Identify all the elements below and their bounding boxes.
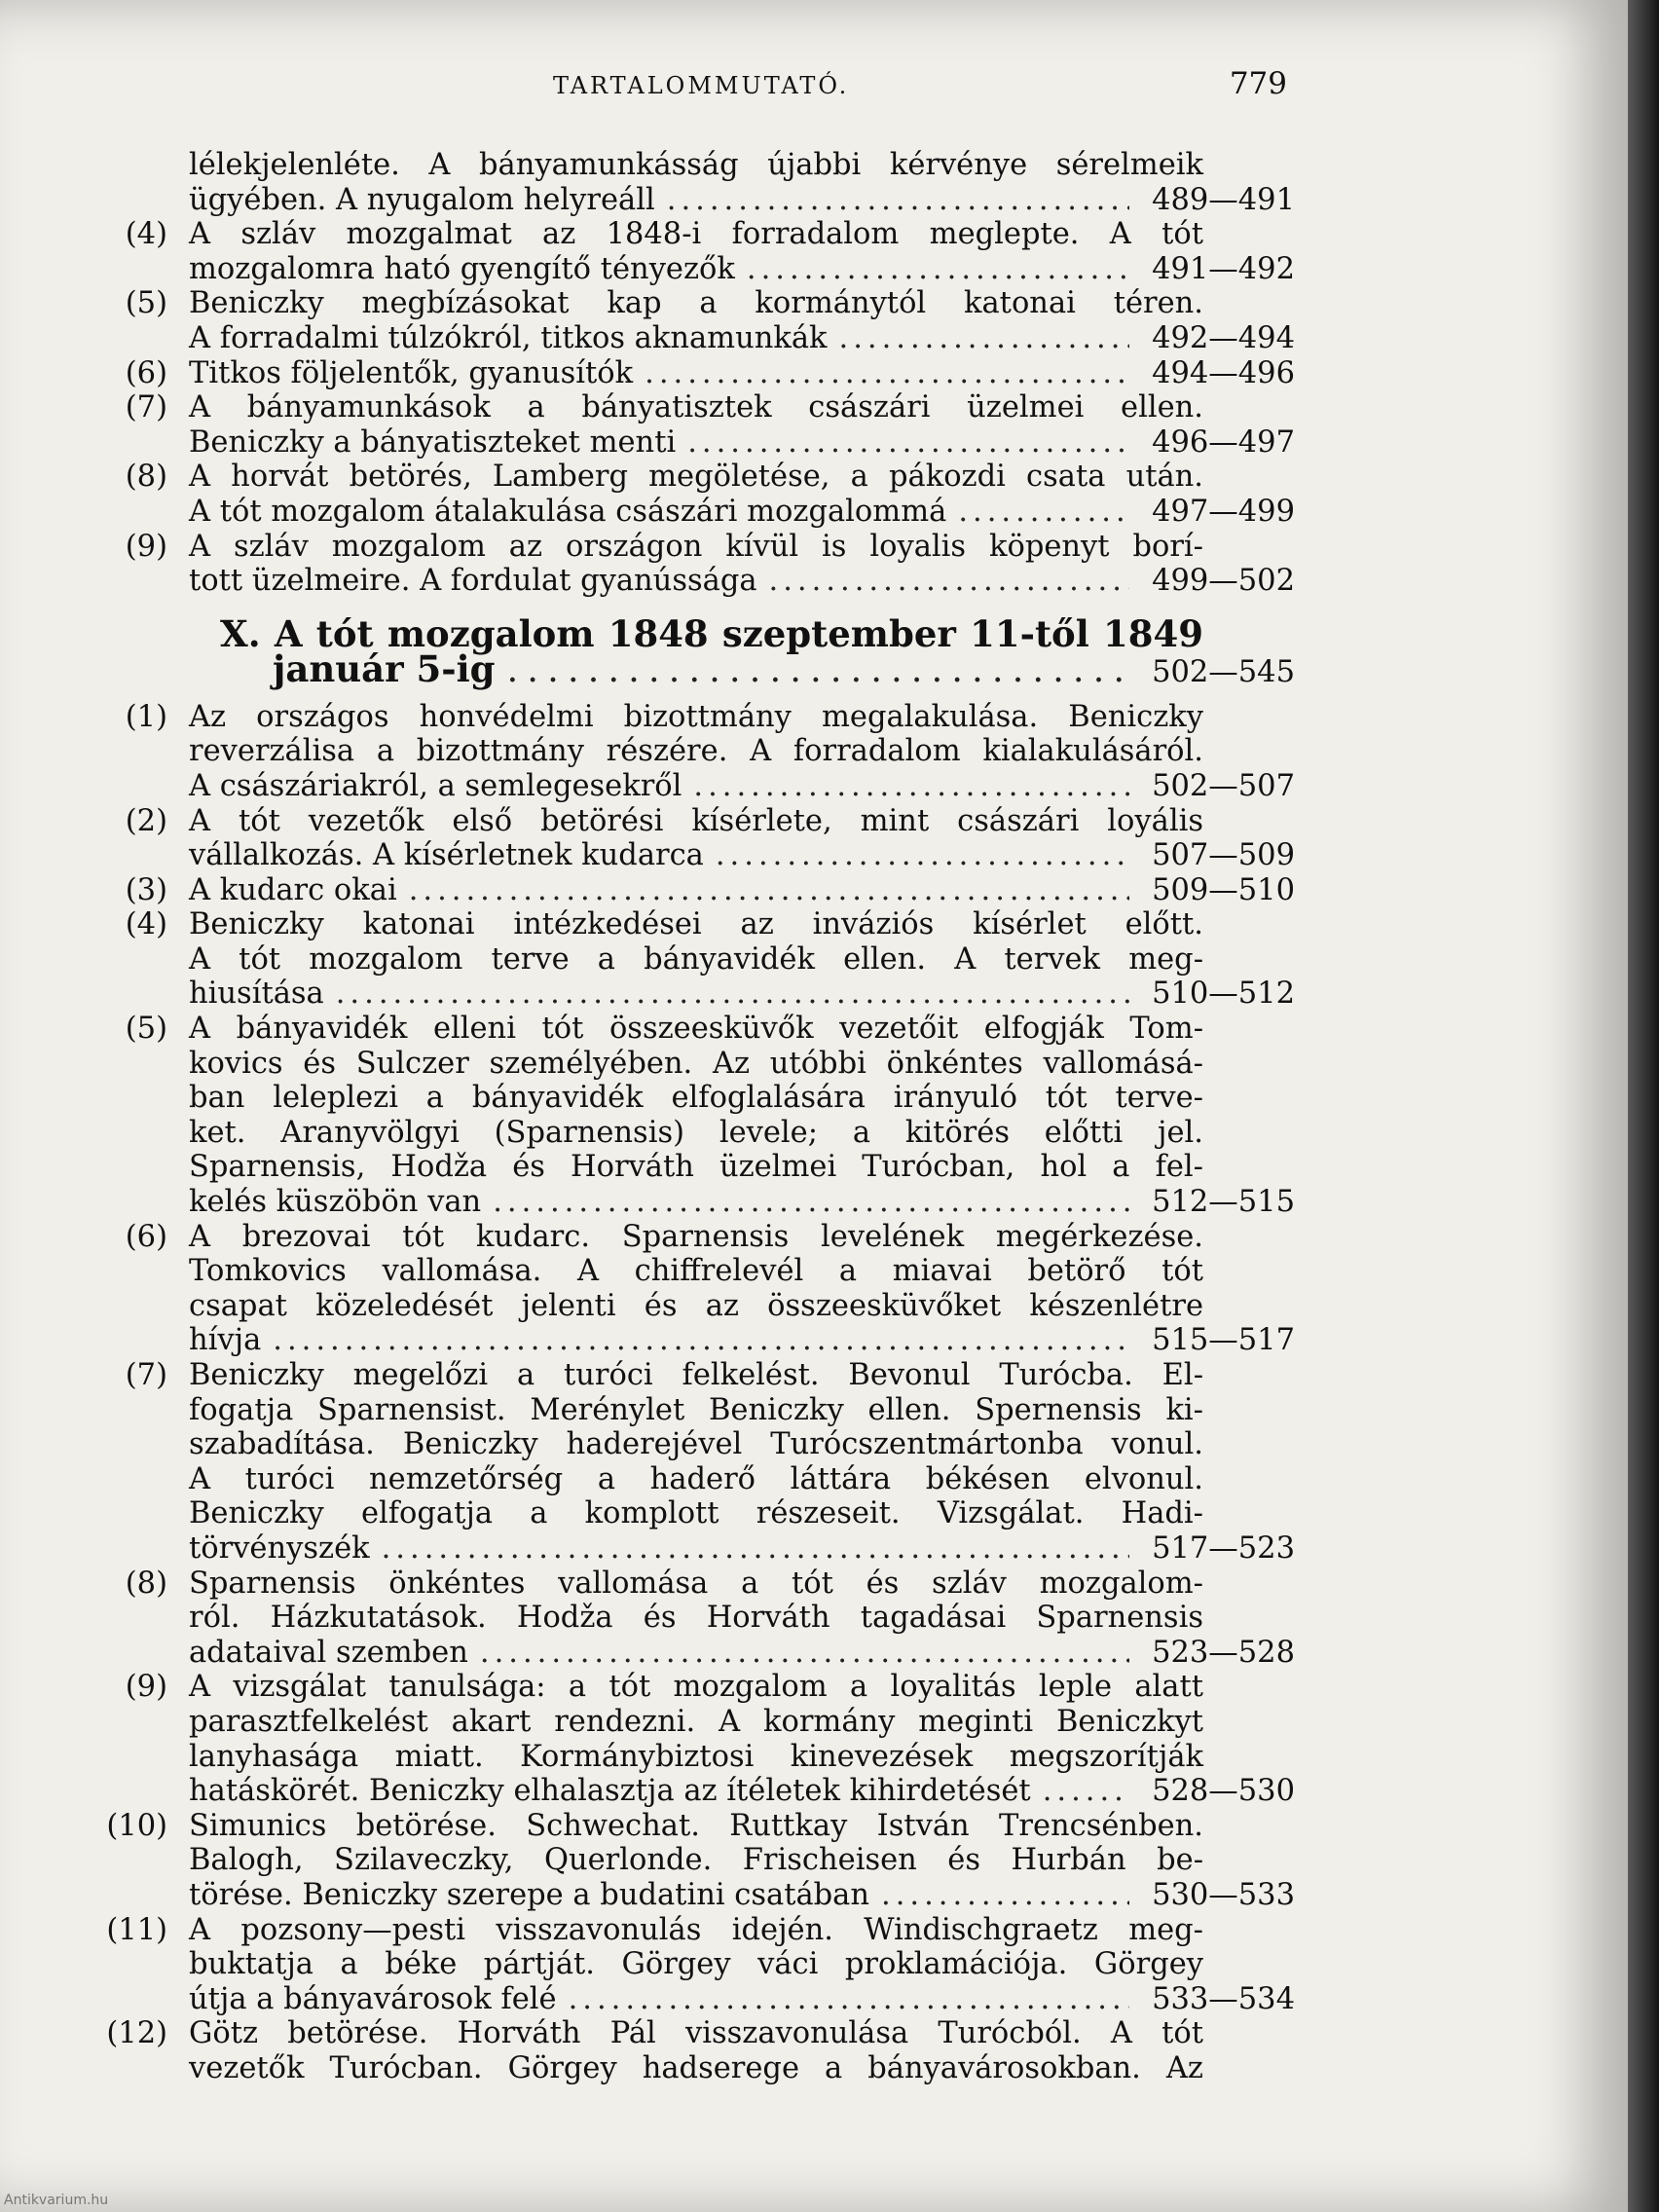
entry-number: (10) (106, 1808, 167, 1843)
toc-line-text: törése. Beniczky szerepe a budatini csatában (189, 1877, 869, 1912)
toc-line (105, 1289, 1295, 1324)
table-of-contents (105, 148, 1295, 2085)
toc-line (105, 838, 1295, 873)
toc-line-text: Beniczky megbízásokat kap a kormánytól katonai téren. (189, 286, 1203, 321)
dot-leader (409, 873, 1129, 908)
toc-line-text: A pozsony—pesti visszavonulás idején. Windischgraetz meg- (189, 1912, 1203, 1947)
toc-line-text: törvényszék (189, 1530, 370, 1566)
toc-entry (105, 700, 1295, 804)
toc-line-text: A bányamunkások a bányatisztek császári üzelmei ellen. (189, 390, 1203, 425)
page-range: 496—497 (1152, 424, 1295, 460)
page-range: 523—528 (1152, 1635, 1295, 1670)
page-range: 515—517 (1152, 1323, 1295, 1358)
toc-entry (105, 390, 1295, 460)
toc-line-text: A szláv mozgalom az országon kívül is loyalis köpenyt borí- (189, 529, 1203, 564)
entry-number: (1) (125, 699, 167, 734)
toc-line-text: hatáskörét. Beniczky elhalasztja az ítéletek kihirdetését (189, 1774, 1031, 1809)
dot-leader (480, 1636, 1129, 1671)
chapter-page-range: 502—545 (1152, 654, 1295, 689)
toc-line (105, 1809, 1295, 1844)
toc-entry (105, 1913, 1295, 2017)
toc-line (105, 1012, 1295, 1047)
toc-entries-before (105, 217, 1295, 599)
dot-leader (382, 1531, 1129, 1567)
toc-line (105, 183, 1295, 218)
toc-line-text: buktatja a béke pártját. Görgey váci proklamációja. Görgey (189, 1947, 1203, 1982)
entry-number: (6) (125, 1219, 167, 1254)
page-range: 509—510 (1152, 872, 1295, 907)
dot-leader (569, 1982, 1129, 2017)
toc-line-text: mozgalomra ható gyengítő tényezők (189, 251, 735, 286)
toc-line (105, 1740, 1295, 1775)
entry-number: (4) (125, 907, 167, 942)
toc-line-text: A kudarc okai (189, 872, 397, 907)
toc-line (105, 2051, 1295, 2086)
toc-line-text: vezetők Turócban. Görgey hadserege a bányavárosokban. Az (189, 2050, 1203, 2085)
toc-entry (105, 873, 1295, 908)
toc-line (105, 1150, 1295, 1185)
page-range: 533—534 (1152, 1981, 1295, 2016)
entry-number: (9) (125, 1670, 167, 1705)
toc-line (105, 1982, 1295, 2017)
toc-line (105, 148, 1295, 183)
toc-line-text: ról. Házkutatások. Hodža és Horváth tagadásai Sparnensis (189, 1601, 1203, 1636)
toc-line (105, 460, 1295, 495)
toc-line (105, 1323, 1295, 1358)
page-range: 510—512 (1152, 977, 1295, 1012)
toc-line (105, 1670, 1295, 1705)
toc-line-text: A tót mozgalom terve a bányavidék ellen. A tervek meg- (189, 941, 1203, 977)
toc-entry (105, 804, 1295, 873)
toc-line-text: A szláv mozgalmat az 1848-i forradalom meglepte. A tót (189, 217, 1203, 252)
toc-line-text: A vizsgálat tanulsága: a tót mozgalom a loyalitás leple alatt (189, 1670, 1203, 1705)
toc-line (105, 1358, 1295, 1393)
toc-line (105, 1878, 1295, 1913)
toc-line-text: reverzálisa a bizottmány részére. A forradalom kialakulásáról. (189, 734, 1203, 769)
toc-line (105, 390, 1295, 425)
toc-line-text: ügyében. A nyugalom helyreáll (189, 182, 655, 217)
page-range: 502—507 (1152, 768, 1295, 803)
toc-line (105, 942, 1295, 977)
chapter-title-line (105, 646, 1295, 690)
entry-number: (11) (106, 1912, 167, 1947)
page-range: 512—515 (1152, 1185, 1295, 1220)
toc-line-text: Titkos följelentők, gyanusítók (189, 355, 634, 390)
toc-line (105, 1462, 1295, 1497)
toc-line (105, 1531, 1295, 1567)
page-range: 499—502 (1152, 564, 1295, 599)
entry-number: (3) (125, 872, 167, 907)
dot-leader (645, 356, 1129, 391)
entry-number: (6) (125, 355, 167, 390)
toc-line-text: parasztfelkelést akart rendezni. A kormány meginti Beniczkyt (189, 1704, 1203, 1739)
toc-entry (105, 2016, 1295, 2085)
toc-line-text: csapat közeledését jelenti és az összeesküvőket készenlétre (189, 1288, 1203, 1323)
toc-line (105, 1947, 1295, 1982)
chapter-title-text (220, 611, 1203, 655)
dot-leader (881, 1878, 1129, 1913)
toc-entry (105, 460, 1295, 529)
toc-line (105, 1081, 1295, 1116)
watermark: Antikvarium.hu (4, 2193, 109, 2208)
toc-line (105, 769, 1295, 804)
toc-line (105, 1567, 1295, 1602)
toc-line-text: Balogh, Szilaveczky, Querlonde. Frischeisen és Hurbán be- (189, 1843, 1203, 1878)
toc-line (105, 321, 1295, 356)
toc-line (105, 495, 1295, 530)
entry-number: (4) (125, 217, 167, 252)
dot-leader (769, 564, 1129, 599)
toc-line (105, 1636, 1295, 1671)
toc-line (105, 700, 1295, 735)
dot-leader (693, 769, 1129, 804)
entry-number: (7) (125, 390, 167, 425)
dot-leader (493, 1185, 1129, 1220)
toc-line-text: lélekjelenléte. A bányamunkásság újabbi kérvénye sérelmeik (189, 148, 1203, 182)
toc-line (105, 1047, 1295, 1082)
toc-entry (105, 1358, 1295, 1567)
toc-line (105, 734, 1295, 769)
toc-line-text: Beniczky megelőzi a turóci felkelést. Bevonul Turócba. El- (189, 1358, 1203, 1392)
toc-line-text: hívja (189, 1323, 262, 1358)
toc-line-text: Simunics betörése. Schwechat. Ruttkay István Trencsénben. (189, 1808, 1203, 1843)
page-range: 517—523 (1152, 1530, 1295, 1566)
page-range: 494—496 (1152, 355, 1295, 390)
toc-entry (105, 1809, 1295, 1913)
toc-line (105, 1116, 1295, 1151)
toc-entry (105, 1012, 1295, 1220)
toc-line (105, 1427, 1295, 1462)
dot-leader (507, 652, 1129, 687)
toc-line (105, 1843, 1295, 1878)
toc-line-text: A brezovai tót kudarc. Sparnensis levelének megérkezése. (189, 1219, 1203, 1254)
toc-line-text: adataival szemben (189, 1635, 468, 1670)
page-range: 497—499 (1152, 494, 1295, 529)
chapter-number: X. (220, 611, 261, 655)
toc-entry (105, 1670, 1295, 1808)
toc-line-text: Sparnensis, Hodža és Horváth üzelmei Turócban, hol a fel- (189, 1150, 1203, 1185)
dot-leader (839, 321, 1129, 356)
toc-line (105, 977, 1295, 1012)
toc-line (105, 1496, 1295, 1531)
toc-line-text: szabadítása. Beniczky haderejével Turócszentmártonba vonul. (189, 1427, 1203, 1462)
toc-entry (105, 1220, 1295, 1358)
toc-line-text: Sparnensis önkéntes vallomása a tót és szláv mozgalom- (189, 1566, 1203, 1601)
toc-line (105, 564, 1295, 599)
toc-line (105, 1601, 1295, 1636)
toc-line (105, 217, 1295, 252)
dot-leader (1043, 1774, 1129, 1809)
toc-line (105, 1774, 1295, 1809)
toc-line-text: A tót mozgalom átalakulása császári mozgalommá (189, 494, 947, 529)
entry-number: (5) (125, 286, 167, 321)
toc-line-text: vállalkozás. A kísérletnek kudarca (189, 838, 704, 873)
toc-line-text: Beniczky katonai intézkedései az inváziós kísérlet előtt. (189, 907, 1203, 942)
entry-number: (9) (125, 529, 167, 564)
toc-line-text: A bányavidék elleni tót összeesküvők vezetőit elfogják Tom- (189, 1012, 1203, 1047)
toc-line-text: A turóci nemzetőrség a haderő láttára békésen elvonul. (189, 1461, 1203, 1496)
toc-line (105, 1220, 1295, 1255)
toc-line-text: kelés küszöbön van (189, 1185, 482, 1220)
dot-leader (958, 495, 1129, 530)
toc-line (105, 873, 1295, 908)
dot-leader (336, 977, 1129, 1012)
dot-leader (273, 1323, 1129, 1358)
toc-entry (105, 1567, 1295, 1671)
toc-line-text: Götz betörése. Horváth Pál visszavonulása Turócból. A tót (189, 2016, 1203, 2051)
entry-number: (2) (125, 803, 167, 838)
toc-entry (105, 356, 1295, 391)
toc-line-text: tott üzelmeire. A fordulat gyanússága (189, 564, 757, 599)
toc-line-text: ban leleplezi a bányavidék elfoglalására irányuló tót terve- (189, 1081, 1203, 1116)
toc-entry (105, 286, 1295, 355)
page-range: 491—492 (1152, 251, 1295, 286)
toc-line-text: fogatja Sparnensist. Merénylet Beniczky ellen. Spernensis ki- (189, 1392, 1203, 1427)
toc-line-text: útja a bányavárosok felé (189, 1981, 557, 2016)
chapter-heading (105, 611, 1295, 690)
toc-line (105, 2016, 1295, 2051)
toc-line (105, 1393, 1295, 1428)
toc-line-text: lanyhasága miatt. Kormánybiztosi kinevezések megszorítják (189, 1739, 1203, 1774)
page-range: 528—530 (1152, 1774, 1295, 1809)
dot-leader (687, 425, 1129, 461)
toc-line (105, 252, 1295, 287)
toc-line-text: Beniczky a bányatiszteket menti (189, 424, 677, 460)
toc-entry (105, 217, 1295, 286)
toc-line-text: Az országos honvédelmi bizottmány megalakulása. Beniczky (189, 699, 1203, 734)
toc-line-text: A császáriakról, a semlegesekről (189, 768, 682, 803)
toc-line (105, 1254, 1295, 1289)
running-title: TARTALOMMUTATÓ. (553, 72, 850, 99)
page-range: 492—494 (1152, 320, 1295, 355)
toc-line (105, 804, 1295, 839)
page-range: 489—491 (1152, 182, 1295, 217)
toc-entry (105, 530, 1295, 599)
chapter-title-part2: január 5-ig (273, 646, 496, 690)
toc-line-text: kovics és Sulczer személyében. Az utóbbi önkéntes vallomásá- (189, 1046, 1203, 1081)
book-gutter-shadow (1628, 0, 1659, 2212)
entry-number: (8) (125, 460, 167, 495)
chapter-title-line (105, 611, 1295, 655)
page-number: 779 (1229, 66, 1287, 101)
toc-line-text: A forradalmi túlzókról, titkos aknamunkák (189, 320, 828, 355)
toc-line-text: Beniczky elfogatja a komplott részeseit. Vizsgálat. Hadi- (189, 1496, 1203, 1531)
toc-entry (105, 907, 1295, 1012)
page-range: 530—533 (1152, 1877, 1295, 1912)
page-range: 507—509 (1152, 838, 1295, 873)
toc-line (105, 1913, 1295, 1948)
toc-line (105, 1705, 1295, 1740)
toc-entries-after (105, 700, 1295, 2086)
toc-line (105, 907, 1295, 942)
dot-leader (667, 183, 1129, 218)
toc-line (105, 425, 1295, 461)
entry-number: (5) (125, 1012, 167, 1047)
dot-leader (747, 252, 1129, 287)
toc-line (105, 356, 1295, 391)
toc-line-text: hiusítása (189, 977, 324, 1012)
page-header (545, 68, 1287, 109)
toc-line-text: A tót vezetők első betörési kísérlete, mint császári loyális (189, 803, 1203, 838)
toc-line (105, 1185, 1295, 1220)
chapter-title-part1: A tót mozgalom 1848 szeptember 11-től 1849 (274, 611, 1203, 655)
entry-number: (12) (106, 2016, 167, 2051)
toc-line (105, 286, 1295, 321)
toc-line-text: ket. Aranyvölgyi (Sparnensis) levele; a kitörés előtti jel. (189, 1115, 1203, 1150)
dot-leader (716, 838, 1129, 873)
toc-line (105, 530, 1295, 565)
toc-line-text: Tomkovics vallomása. A chiffrelevél a miavai betörő tót (189, 1254, 1203, 1289)
entry-number: (7) (125, 1358, 167, 1392)
entry-number: (8) (125, 1566, 167, 1601)
toc-line-text: A horvát betörés, Lamberg megöletése, a pákozdi csata után. (189, 460, 1203, 495)
toc-entry-continuation (105, 148, 1295, 217)
